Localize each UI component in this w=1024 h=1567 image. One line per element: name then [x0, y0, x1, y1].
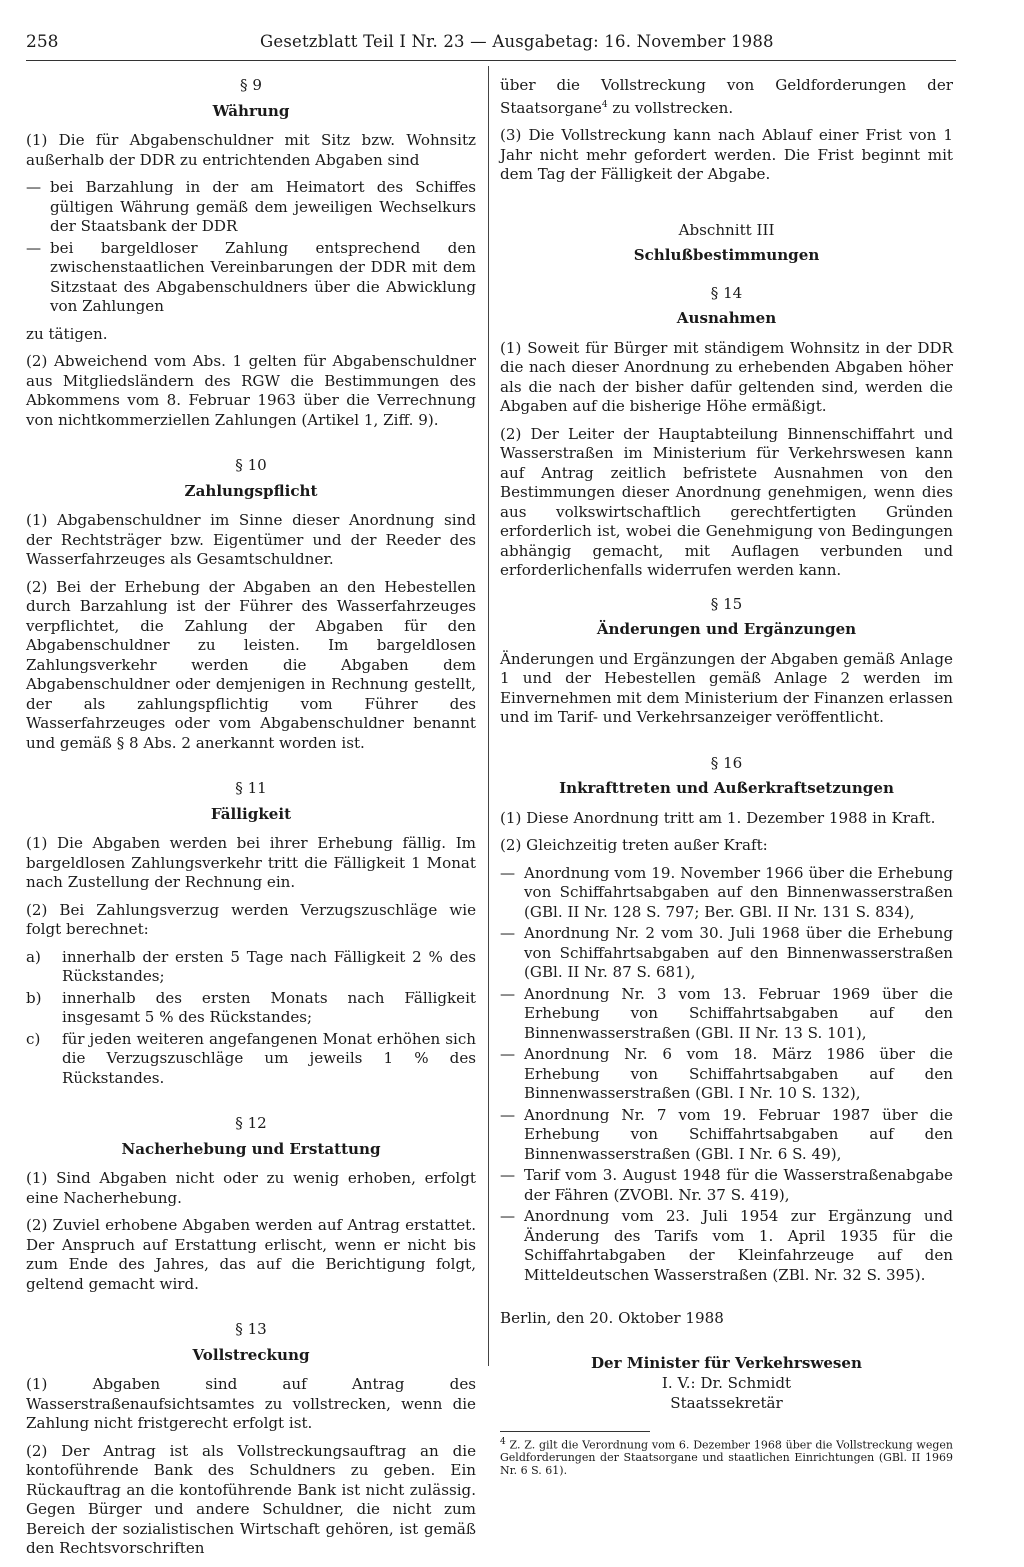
- section-14: [500, 284, 953, 581]
- paragraph: (2) Abweichend vom Abs. 1 gelten für Abgabenschuldner aus Mitgliedsländern des RGW die Bestimmungen des Abkommens vom 8. Februar 1963 über die Verrechnung von nichtkommerziellen Zahlungen (Artikel 1, Ziff. 9).: [26, 352, 476, 429]
- paragraph: (1) Abgabenschuldner im Sinne dieser Anordnung sind der Rechtsträger bzw. Eigentümer und der Reeder des Wasserfahrzeuges als Gesamtschuldner.: [26, 511, 476, 568]
- list-item: — Anordnung Nr. 3 vom 13. Februar 1969 über die Erhebung von Schiffahrtsabgaben auf den Binnenwasserstraßen (GBl. II Nr. 13 S. 101),: [500, 985, 953, 1044]
- section-title: Änderungen und Ergänzungen: [596, 620, 857, 639]
- list-text: für jeden weiteren angefangenen Monat erhöhen sich die Verzugszuschläge um jeweils 1 % des Rückstandes.: [62, 1029, 476, 1087]
- section-number: § 9: [240, 76, 262, 94]
- paragraph: (3) Die Vollstreckung kann nach Ablauf einer Frist von 1 Jahr nicht mehr gefordert werden. Die Frist beginnt mit dem Tag der Fälligkeit der Abgabe.: [500, 126, 953, 184]
- section-number: § 16: [710, 753, 743, 772]
- section-title: Währung: [212, 101, 290, 120]
- section-number: § 11: [235, 779, 267, 797]
- paragraph: Änderungen und Ergänzungen der Abgaben gemäß Anlage 1 und der Hebestellen gemäß Anlage 2 werden im Einvernehmen mit dem Ministerium der Finanzen erlassen und im Tarif- und Verkehrsanzeiger veröffentlicht.: [500, 649, 953, 727]
- section-title: Ausnahmen: [676, 309, 777, 328]
- list-marker: c): [26, 1029, 41, 1048]
- list-item: [26, 948, 476, 987]
- section-11: [26, 779, 476, 1088]
- list-item: [26, 1030, 476, 1089]
- section-9: [26, 76, 476, 430]
- list-item: — Anordnung Nr. 2 vom 30. Juli 1968 über die Erhebung von Schiffahrtsabgaben auf den Binnenwasserstraßen (GBl. II Nr. 87 S. 681),: [500, 924, 953, 983]
- list-item: — bei bargeldloser Zahlung entsprechend den zwischenstaatlichen Vereinbarungen der DDR mit dem Sitzstaat des Abgabenschuldners über die Abwicklung von Zahlungen: [26, 239, 476, 317]
- footnote-rule: [500, 1431, 650, 1432]
- signature-org: Der Minister für Verkehrswesen: [590, 1353, 863, 1372]
- signature-block: [500, 1353, 953, 1413]
- dash-list: [26, 178, 476, 317]
- section-title: Fälligkeit: [210, 804, 292, 823]
- footnote: [500, 1436, 953, 1478]
- section-title: Inkrafttreten und Außerkraftsetzungen: [559, 779, 894, 798]
- list-text: innerhalb des ersten Monats nach Fälligkeit insgesamt 5 % des Rückstandes;: [62, 988, 476, 1026]
- list-marker: b): [26, 988, 42, 1007]
- signature-role: Staatssekretär: [670, 1393, 783, 1412]
- repeal-list: [500, 864, 953, 1286]
- right-column: [500, 76, 953, 1477]
- left-column: [26, 76, 476, 1567]
- paragraph: (1) Die für Abgabenschuldner mit Sitz bzw. Wohnsitz außerhalb der DDR zu entrichtenden Abgaben sind: [26, 131, 476, 169]
- paragraph: (2) Der Antrag ist als Vollstreckungsauftrag an die kontoführende Bank des Schuldners zu geben. Ein Rückauftrag an die kontoführende Bank ist nicht zulässig. Gegen Bürger und andere Schuldner, die nicht zum Bereich der sozialistischen Wirtschaft gehören, ist gemäß den Rechtsvorschriften: [26, 1441, 476, 1557]
- section-15: [500, 595, 953, 728]
- list-item: — Tarif vom 3. August 1948 für die Wasserstraßenabgabe der Fähren (ZVOBl. Nr. 37 S. 419),: [500, 1166, 953, 1205]
- paragraph: (2) Der Leiter der Hauptabteilung Binnenschiffahrt und Wasserstraßen im Ministerium für Verkehrswesen kann auf Antrag zeitlich befristete Ausnahmen von den Bestimmungen dieser Anordnung genehmigen, wenn dies aus volkswirtschaftlich gerechtfertigten Gründen erforderlich ist, wobei die Genehmigung von Bedingungen abhängig gemacht, mit Auflagen verbunden und erforderlichenfalls widerrufen werden kann.: [500, 424, 953, 580]
- lettered-list: [26, 948, 476, 1089]
- section-number: § 14: [710, 283, 743, 302]
- list-item: — bei Barzahlung in der am Heimatort des Schiffes gültigen Währung gemäß dem jeweiligen Wechselkurs der Staatsbank der DDR: [26, 178, 476, 237]
- chapter-heading: [500, 221, 953, 266]
- section-12: [26, 1114, 476, 1294]
- place-and-date: Berlin, den 20. Oktober 1988: [500, 1309, 724, 1328]
- continued-text-end: zu vollstrecken.: [607, 98, 734, 117]
- paragraph: (2) Bei Zahlungsverzug werden Verzugszuschläge wie folgt berechnet:: [26, 900, 476, 938]
- gazette-title: Gesetzblatt Teil I Nr. 23 — Ausgabetag: 16. November 1988: [260, 32, 774, 51]
- column-divider: [488, 66, 489, 1366]
- signature-name: I. V.: Dr. Schmidt: [661, 1373, 792, 1392]
- continued-text: über die Vollstreckung von Geldforderungen der Staatsorgane: [500, 76, 953, 117]
- chapter-number: Abschnitt III: [678, 220, 775, 239]
- section-number: § 15: [710, 594, 743, 613]
- footnote-reference: 4: [601, 99, 608, 110]
- paragraph: (2) Gleichzeitig treten außer Kraft:: [500, 836, 768, 855]
- paragraph: zu tätigen.: [26, 324, 108, 343]
- paragraph: (1) Soweit für Bürger mit ständigem Wohnsitz in der DDR die nach dieser Anordnung zu erhebenden Abgaben höher als die nach der bisher dafür geltenden sind, werden die Abgaben auf die bisherige Höhe ermäßigt.: [500, 338, 953, 416]
- list-item: [26, 989, 476, 1028]
- list-item: — Anordnung Nr. 7 vom 19. Februar 1987 über die Erhebung von Schiffahrtsabgaben auf den Binnenwasserstraßen (GBl. I Nr. 6 S. 49),: [500, 1106, 953, 1165]
- paragraph: (2) Zuviel erhobene Abgaben werden auf Antrag erstattet. Der Anspruch auf Erstattung erlischt, wenn er nicht bis zum Ende des Jahres, das auf die Berichtigung folgt, geltend gemacht wird.: [26, 1216, 476, 1293]
- chapter-title: Schlußbestimmungen: [633, 246, 820, 265]
- paragraph: (1) Die Abgaben werden bei ihrer Erhebung fällig. Im bargeldlosen Zahlungsverkehr tritt die Fälligkeit 1 Monat nach Zustellung der Rechnung ein.: [26, 834, 476, 891]
- paragraph: (2) Bei der Erhebung der Abgaben an den Hebestellen durch Barzahlung ist der Führer des Wasserfahrzeuges verpflichtet, die Zahlung der Abgaben für den Abgabenschuldner zu leisten. Im bargeldlosen Zahlungsverkehr werden die Abgaben dem Abgabenschuldner oder demjenigen in Rechnung gestellt, der als zahlungspflichtig vom Führer des Wasserfahrzeuges oder vom Abgabenschuldner benannt und gemäß § 8 Abs. 2 anerkannt worden ist.: [26, 577, 476, 752]
- section-10: [26, 456, 476, 753]
- section-16: [500, 754, 953, 1286]
- section-title: Nacherhebung und Erstattung: [121, 1139, 381, 1158]
- list-item: — Anordnung Nr. 6 vom 18. März 1986 über die Erhebung von Schiffahrtsabgaben auf den Binnenwasserstraßen (GBl. I Nr. 10 S. 132),: [500, 1045, 953, 1104]
- section-number: § 12: [235, 1114, 267, 1132]
- paragraph: (1) Abgaben sind auf Antrag des Wasserstraßenaufsichtsamtes zu vollstrecken, wenn die Zahlung nicht fristgerecht erfolgt ist.: [26, 1375, 476, 1432]
- paragraph: [500, 76, 953, 118]
- section-13: [26, 1320, 476, 1559]
- paragraph: (1) Diese Anordnung tritt am 1. Dezember 1988 in Kraft.: [500, 808, 936, 827]
- section-title: Vollstreckung: [192, 1345, 310, 1364]
- paragraph: (1) Sind Abgaben nicht oder zu wenig erhoben, erfolgt eine Nacherhebung.: [26, 1169, 476, 1207]
- section-number: § 13: [235, 1320, 267, 1338]
- footnote-text: Z. Z. gilt die Verordnung vom 6. Dezember 1968 über die Vollstreckung wegen Geldforderungen der Staatsorgane und staatlichen Einrichtungen (GBl. II 1969 Nr. 6 S. 61).: [500, 1438, 953, 1478]
- section-number: § 10: [235, 456, 267, 474]
- list-item: — Anordnung vom 23. Juli 1954 zur Ergänzung und Änderung des Tarifs vom 1. April 1935 für die Schiffahrtabgaben der Kleinfahrzeuge auf den Mitteldeutschen Wasserstraßen (ZBl. Nr. 32 S. 395).: [500, 1207, 953, 1285]
- list-marker: a): [26, 947, 41, 966]
- page-number: 258: [26, 32, 59, 52]
- page-header: [26, 30, 956, 61]
- list-text: innerhalb der ersten 5 Tage nach Fälligkeit 2 % des Rückstandes;: [62, 947, 476, 985]
- footnote-mark: 4: [500, 1436, 506, 1447]
- list-item: — Anordnung vom 19. November 1966 über die Erhebung von Schiffahrtsabgaben auf den Binnenwasserstraßen (GBl. II Nr. 128 S. 797; Ber. GBl. II Nr. 131 S. 834),: [500, 864, 953, 923]
- section-title: Zahlungspflicht: [184, 481, 318, 500]
